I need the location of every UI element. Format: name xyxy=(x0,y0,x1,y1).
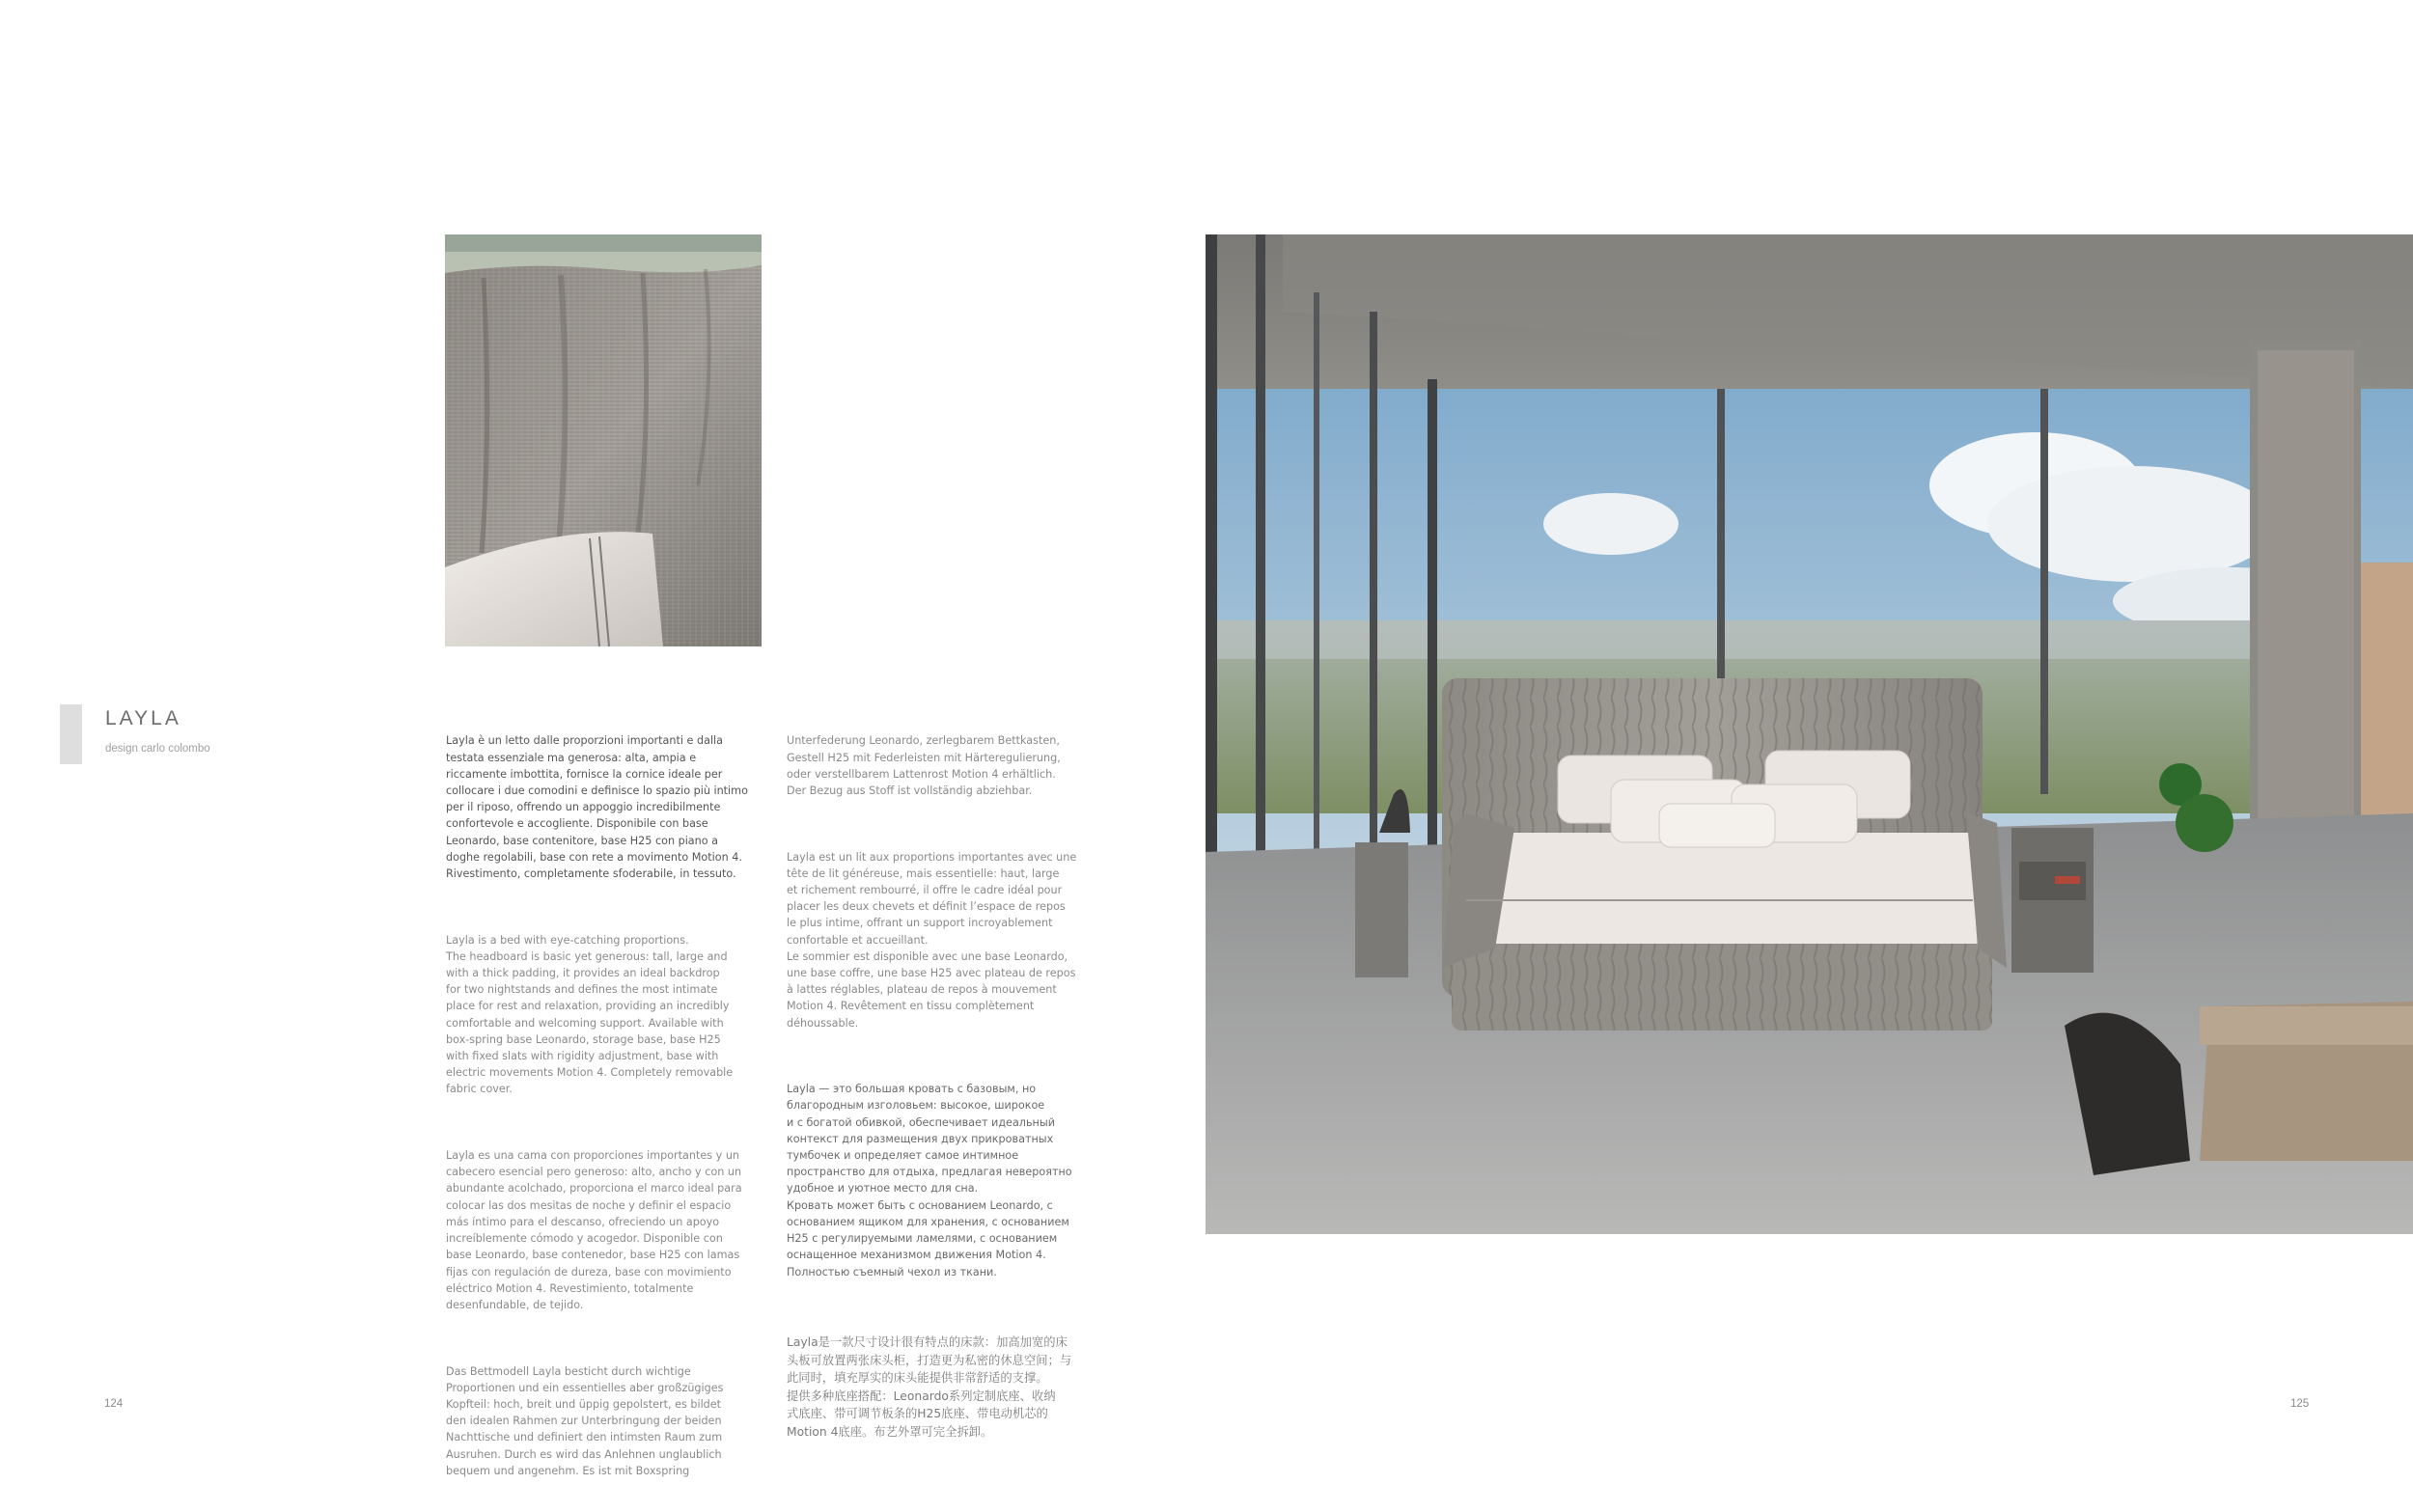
page-number-left: 124 xyxy=(104,1398,124,1410)
bedroom-photo xyxy=(1206,234,2413,1234)
accent-bar xyxy=(60,704,82,764)
designer-credit: design carlo colombo xyxy=(105,743,210,755)
english-description: Layla is a bed with eye-catching proportions. The headboard is basic yet generous: tall, large and with a thick padding, it provides an ideal backdrop for two nightstands and defines the most intimate place for rest and relaxation, providing an incredibly comfortable and welcoming support. Available with box-spring base Leonardo, storage base, base H25 with fixed slats with rigidity adjustment, base with electric movements Motion 4. Completely removable fabric cover. xyxy=(446,933,734,1096)
product-title: LAYLA xyxy=(105,707,181,729)
text-column-right xyxy=(787,700,1105,1473)
text-column-left xyxy=(446,700,764,1512)
fabric-detail-photo xyxy=(445,234,762,646)
chinese-description: Layla是一款尺寸设计很有特点的床款：加高加宽的床 头板可放置两张床头柜，打造更为私密的休息空间；与 此同时，填充厚实的床头能提供非常舒适的支撑。 提供多种底座搭配：Leonardo系列定制底座、收纳 式底座、带可调节板条的H25底座、带电动机芯的 Motion 4底座。布艺外罩可完全拆卸。 xyxy=(787,1335,1072,1439)
italian-description: Layla è un letto dalle proporzioni importanti e dalla testata essenziale ma generosa: alta, ampia e riccamente imbottita, fornisce la cornice ideale per collocare i due comodini e definisce lo spazio più intimo per il riposo, offrendo un appoggio incredibilmente confortevole e accogliente. Disponibile con base Leonardo, base contenitore, base H25 con piano a doghe regolabili, base con rete a movimento Motion 4. Rivestimento, completamente sfoderabile, in tessuto. xyxy=(446,734,748,881)
russian-description: Layla — это большая кровать с базовым, но благородным изголовьем: высокое, широкое и с богатой обивкой, обеспечивает идеальный контекст для размещения двух прикроватных тумбочек и определяет самое интимное пространство для отдыха, предлагая невероятно удобное и уютное место для сна. Кровать может быть с основанием Leonardo, с основанием ящиком для хранения, с основанием H25 с регулируемыми ламелями, с основанием оснащенное механизмом движения Motion 4. Полностью съемный чехол из ткани. xyxy=(787,1083,1072,1278)
page-number-right: 125 xyxy=(2290,1398,2310,1410)
french-description: Layla est un lit aux proportions importantes avec une tête de lit généreuse, mais essentielle: haut, large et richement rembourré, il offre le cadre idéal pour placer les deux chevets et définit l’espace de repos le plus intime, offrant un support incroyablement confortable et accueillant. Le sommier est disponible avec une base Leonardo, une base coffre, une base H25 avec plateau de repos à lattes réglables, plateau de repos à mouvement Motion 4. Revêtement en tissu complètement déhoussable. xyxy=(787,850,1077,1030)
german-description-part1: Das Bettmodell Layla besticht durch wichtige Proportionen und ein essentielles aber großzügiges Kopfteil: hoch, breit und üppig gepolstert, es bildet den idealen Rahmen zur Unterbringung der beiden Nachttische und definiert den intimsten Raum zum Ausruhen. Durch es wird das Anlehnen unglaublich bequem und angenehm. Es ist mit Boxspring xyxy=(446,1364,724,1477)
german-description-part2: Unterfederung Leonardo, zerlegbarem Bettkasten, Gestell H25 mit Federleisten mit Härteregulierung, oder verstellbarem Lattenrost Motion 4 erhältlich. Der Bezug aus Stoff ist vollständig abziehbar. xyxy=(787,734,1061,798)
spanish-description: Layla es una cama con proporciones importantes y un cabecero esencial pero generoso: alto, ancho y con un abundante acolchado, proporciona el marco ideal para colocar las dos mesitas de noche y definir el espacio más íntimo para el descanso, ofreciendo un apoyo increíblemente cómodo y acogedor. Disponible con base Leonardo, base contenedor, base H25 con lamas fijas con regulación de dureza, base con movimiento eléctrico Motion 4. Revestimiento, totalmente desenfundable, de tejido. xyxy=(446,1149,742,1311)
